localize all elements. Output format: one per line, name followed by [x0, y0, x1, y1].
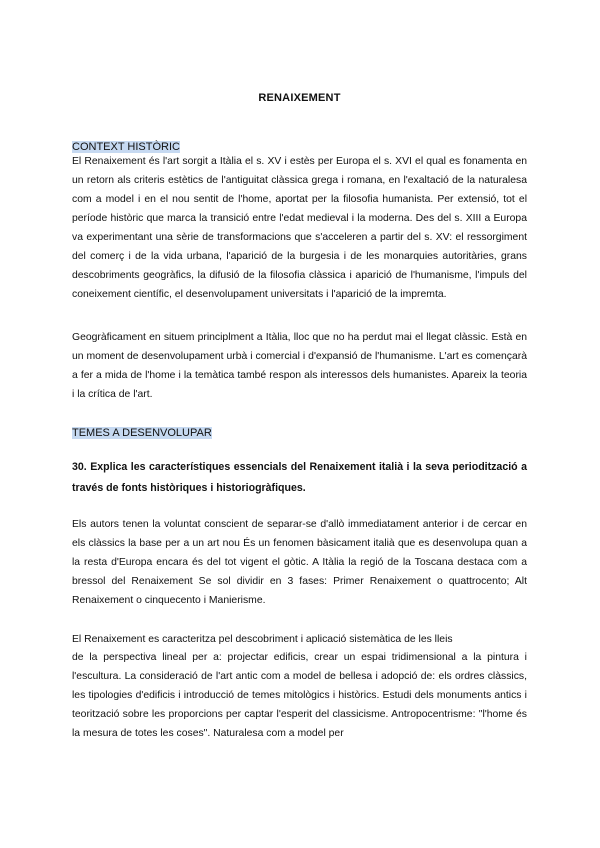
question-30: 30. Explica les característiques essencials del Renaixement italià i la seva periodització a través de fonts històriques i historiogràfiques. — [72, 461, 527, 494]
themes-heading — [72, 423, 212, 441]
context-heading-label: CONTEXT HISTÒRIC — [72, 141, 180, 153]
themes-heading-label: TEMES A DESENVOLUPAR — [72, 427, 212, 439]
context-paragraph-2: Geogràficament en situem principlment a Itàlia, lloc que no ha perdut mai el llegat clàssic. Està en un moment de desenvolupament urbà i comercial i d'expansió de l'humanisme. L'art es començarà a fer a mida de l'home i la temàtica també respon als interessos dels humanistes. Apareix la teoria i la crítica de l'art. — [72, 332, 527, 400]
answer-paragraph-2: El Renaixement es caracteritza pel descobriment i aplicació sistemàtica de les lleis — [72, 634, 453, 645]
context-paragraph-1: El Renaixement és l'art sorgit a Itàlia el s. XV i estès per Europa el s. XVI el qual es fonamenta en un retorn als criteris estètics de l'antiguitat clàssica grega i romana, en l'exaltació de la naturalesa com a model i en el nou sentit de l'home, aportat per la filosofia humanista. Per extensió, tot el període històric que marca la transició entre l'edat medieval i la moderna. Des del s. XIII a Europa va experimentant una sèrie de transformacions que s'acceleren a partir del s. XV: el ressorgiment del comerç i de la vida urbana, l'aparició de la burgesia i de les monarquies autoritàries, grans descobriments geogràfics, la difusió de la filosofia clàssica i aparició de l'humanisme, l'impuls del coneixement científic, el desenvolupament universitats i l'aparició de la impremta. — [72, 156, 527, 300]
answer-paragraph-1: Els autors tenen la voluntat conscient de separar-se d'allò immediatament anterior i de cercar en els clàssics la base per a un art nou És un fenomen bàsicament italià que es desenvolupa quan a la resta d'Europa encara és del tot vigent el gòtic. A Itàlia la regió de la Toscana destaca com a bressol del Renaixement Se sol dividir en 3 fases: Primer Renaixement o quattrocento; Alt Renaixement o cinquecento i Manierisme. — [72, 519, 527, 606]
answer-paragraph-3: de la perspectiva lineal per a: projectar edificis, crear un espai tridimensional a la pintura i l'escultura. La consideració de l'art antic com a model de bellesa i adopció de: els ordres clàssics, les tipologies d'edificis i introducció de temes mitològics i històrics. Estudi dels monuments antics i teorització sobre les proporcions per captar l'esperit del classicisme. Antropocentrisme: "l'home és la mesura de totes les coses". Naturalesa com a model per — [72, 652, 527, 739]
document-title: RENAIXEMENT — [258, 92, 341, 104]
